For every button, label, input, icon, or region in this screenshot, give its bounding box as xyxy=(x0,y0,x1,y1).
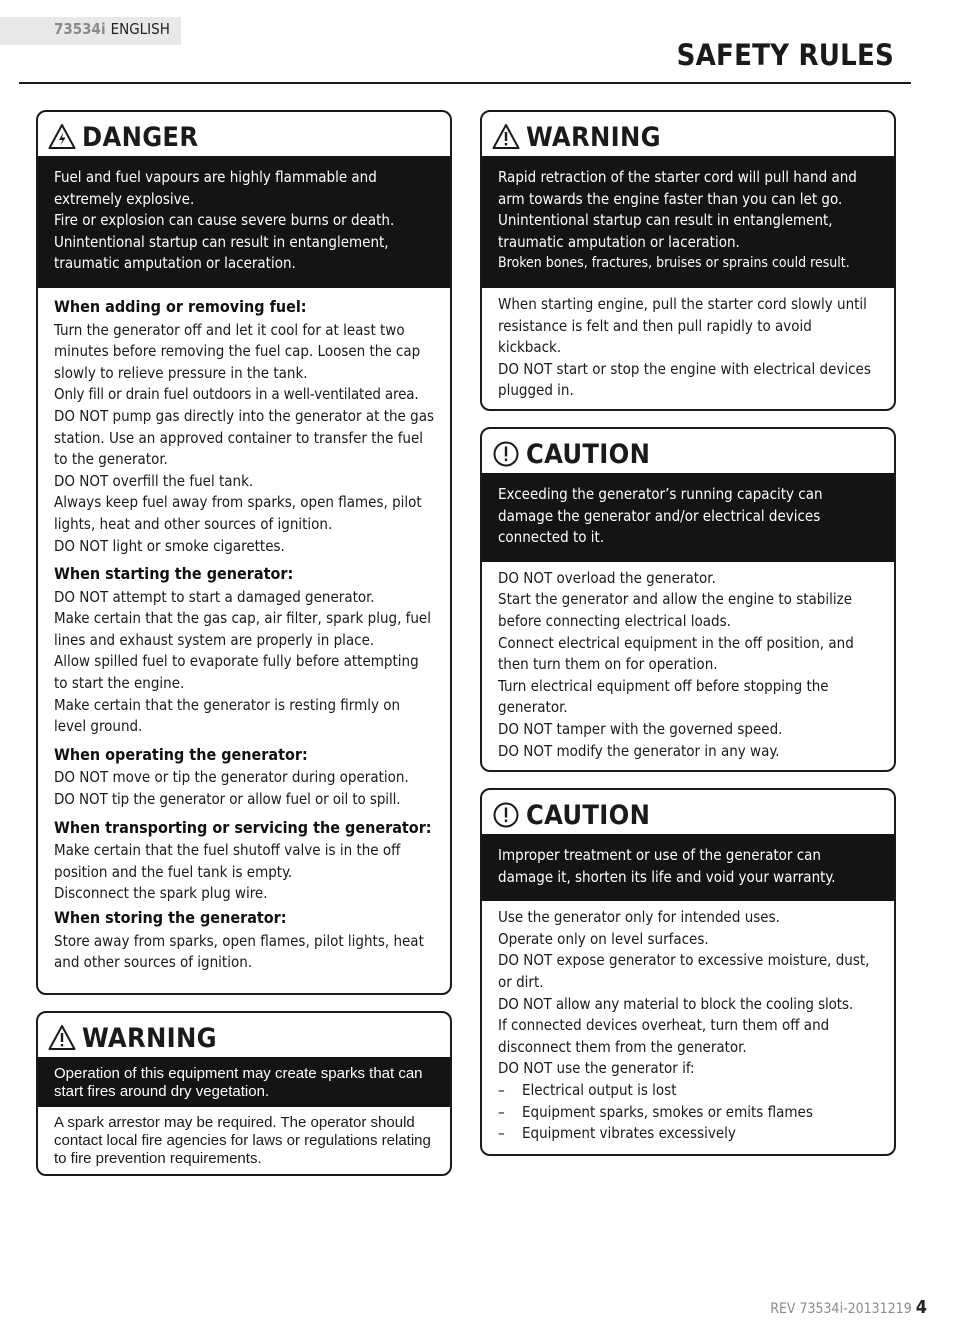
caution-label: CAUTION xyxy=(526,799,651,831)
instruction-line: Use the generator only for intended uses. xyxy=(498,908,780,927)
warning-sparks-header xyxy=(38,1013,450,1057)
instruction-line: DO NOT expose generator to excessive moisture, dust, or dirt. xyxy=(498,951,870,991)
danger-header xyxy=(38,112,450,156)
list-item xyxy=(498,1102,878,1124)
caution-treatment-hazard-box xyxy=(482,834,894,901)
instruction-line: Start the generator and allow the engine to stabilize before connecting electrical loads. xyxy=(498,590,853,630)
caution-capacity-instructions xyxy=(482,562,894,772)
instruction-line: When starting engine, pull the starter cord slowly until resistance is felt and then pull rapidly to avoid kickback. xyxy=(498,294,867,357)
section-heading: When storing the generator: xyxy=(54,908,287,927)
warning-sparks-instructions xyxy=(38,1107,450,1176)
list-item xyxy=(498,1123,878,1145)
danger-hazard-box xyxy=(38,156,450,288)
warning-cord-hazard-box xyxy=(482,156,894,288)
caution-treatment-instructions xyxy=(482,901,894,1155)
instruction-line: Make certain that the gas cap, air filter, spark plug, fuel lines and exhaust system are properly in place. xyxy=(54,609,431,649)
instruction-line: Disconnect the spark plug wire. xyxy=(54,884,268,903)
header-divider xyxy=(19,82,911,84)
instruction-line: DO NOT start or stop the engine with electrical devices plugged in. xyxy=(498,359,871,400)
exclamation-circle-icon xyxy=(492,801,520,829)
instruction-line: DO NOT tip the generator or allow fuel or oil to spill. xyxy=(54,790,401,809)
dash-marker: – xyxy=(498,1102,505,1121)
section-heading: When operating the generator: xyxy=(54,744,308,764)
instruction-line: DO NOT use the generator if: xyxy=(498,1059,695,1078)
instruction-line: Only fill or drain fuel outdoors in a well-ventilated area. xyxy=(54,385,419,404)
section-heading: When adding or removing fuel: xyxy=(54,296,307,316)
instruction-line: Store away from sparks, open flames, pilot lights, heat and other sources of ignition. xyxy=(54,931,424,972)
page-title: SAFETY RULES xyxy=(676,38,894,72)
language-label: ENGLISH xyxy=(110,20,170,38)
caution-treatment-panel xyxy=(480,788,896,1156)
hazard-line: Operation of this equipment may create sparks that can start fires around dry vegetation. xyxy=(54,1065,423,1100)
section-heading: When starting the generator: xyxy=(54,564,294,584)
warning-sparks-panel xyxy=(36,1011,452,1176)
hazard-line: Unintentional startup can result in entanglement, traumatic amputation or laceration. xyxy=(498,211,833,251)
hazard-line: Broken bones, fractures, bruises or sprains could result. xyxy=(498,255,850,272)
warning-cord-header xyxy=(482,112,894,156)
list-item-text: Electrical output is lost xyxy=(522,1080,677,1099)
warning-cord-panel xyxy=(480,110,896,411)
page-footer xyxy=(770,1297,927,1318)
instruction-line: A spark arrestor may be required. The operator should contact local fire agencies for laws or regulations relating to fire prevention requirements. xyxy=(54,1114,431,1167)
instruction-line: Make certain that the generator is resting firmly on level ground. xyxy=(54,695,401,736)
hazard-line: Fire or explosion can cause severe burns or death. xyxy=(54,211,395,230)
warning-triangle-icon xyxy=(492,123,520,151)
instruction-line: Make certain that the fuel shutoff valve is in the off position and the fuel tank is empty. xyxy=(54,841,401,881)
caution-label: CAUTION xyxy=(526,438,651,470)
warning-triangle-icon xyxy=(48,1024,76,1052)
dash-marker: – xyxy=(498,1080,505,1099)
danger-label: DANGER xyxy=(82,121,199,153)
exclamation-circle-icon xyxy=(492,440,520,468)
model-number: 73534i xyxy=(54,20,106,38)
instruction-line: Connect electrical equipment in the off position, and then turn them on for operation. xyxy=(498,633,854,674)
instruction-line: DO NOT attempt to start a damaged generator. xyxy=(54,587,375,606)
danger-instructions xyxy=(38,288,450,984)
list-item-text: Equipment sparks, smokes or emits flames xyxy=(522,1102,813,1121)
instruction-line: DO NOT light or smoke cigarettes. xyxy=(54,536,285,555)
danger-panel xyxy=(36,110,452,995)
instruction-line: If connected devices overheat, turn them off and disconnect them from the generator. xyxy=(498,1016,830,1056)
hazard-line: Exceeding the generator’s running capacity can damage the generator and/or electrical devices connected to it. xyxy=(498,485,823,547)
warning-label: WARNING xyxy=(82,1022,217,1054)
instruction-line: Turn electrical equipment off before stopping the generator. xyxy=(498,676,829,717)
hazard-line: Unintentional startup can result in entanglement, traumatic amputation or laceration. xyxy=(54,232,389,273)
hazard-line: Fuel and fuel vapours are highly flammable and extremely explosive. xyxy=(54,168,377,208)
caution-capacity-header xyxy=(482,429,894,473)
caution-capacity-panel xyxy=(480,427,896,772)
caution-treatment-header xyxy=(482,790,894,834)
hazard-line: Improper treatment or use of the generator can damage it, shorten its life and void your warranty. xyxy=(498,846,836,886)
instruction-line: DO NOT pump gas directly into the generator at the gas station. Use an approved container to transfer the fuel to the generator. xyxy=(54,406,435,469)
instruction-line: DO NOT move or tip the generator during operation. xyxy=(54,768,409,787)
instruction-line: Operate only on level surfaces. xyxy=(498,929,709,948)
warning-sparks-hazard-box xyxy=(38,1057,450,1107)
instruction-line: DO NOT tamper with the governed speed. xyxy=(498,719,783,738)
section-heading: When transporting or servicing the generator: xyxy=(54,817,432,837)
document-language-tag xyxy=(0,17,181,45)
instruction-line: Always keep fuel away from sparks, open flames, pilot lights, heat and other sources of ignition. xyxy=(54,493,422,533)
warning-label: WARNING xyxy=(526,121,661,153)
list-item xyxy=(498,1080,878,1102)
revision-code: REV 73534i-20131219 xyxy=(770,1301,912,1317)
caution-capacity-hazard-box xyxy=(482,473,894,562)
hazard-line: Rapid retraction of the starter cord will pull hand and arm towards the engine faster than you can let go. xyxy=(498,168,857,208)
instruction-line: DO NOT allow any material to block the cooling slots. xyxy=(498,994,854,1013)
instruction-line: Allow spilled fuel to evaporate fully before attempting to start the engine. xyxy=(54,652,419,693)
warning-cord-instructions xyxy=(482,288,894,411)
list-item-text: Equipment vibrates excessively xyxy=(522,1124,736,1143)
dash-marker: – xyxy=(498,1124,505,1143)
instruction-line: DO NOT overfill the fuel tank. xyxy=(54,471,254,490)
page-number: 4 xyxy=(915,1297,927,1318)
instruction-line: Turn the generator off and let it cool for at least two minutes before removing the fuel cap. Loosen the cap slowly to relieve pressure in the tank. xyxy=(54,320,421,382)
warning-triangle-electric-icon xyxy=(48,123,76,151)
instruction-line: DO NOT overload the generator. xyxy=(498,568,716,587)
instruction-line: DO NOT modify the generator in any way. xyxy=(498,741,780,760)
